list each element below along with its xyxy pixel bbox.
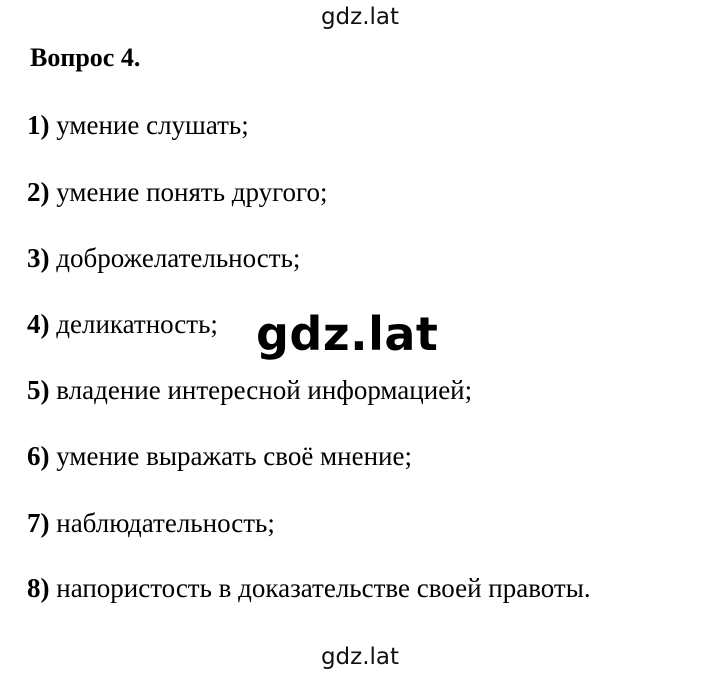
list-item: [27, 110, 249, 141]
item-number: 3): [27, 243, 50, 273]
item-text: владение интересной информацией;: [49, 375, 473, 405]
watermark-middle: gdz.lat: [256, 307, 439, 361]
list-item: [27, 309, 218, 340]
question-title: Вопрос 4.: [30, 43, 141, 72]
list-item: [27, 441, 412, 472]
item-text: доброжелательность;: [49, 243, 301, 273]
list-item: [27, 508, 275, 539]
item-text: наблюдательность;: [49, 508, 275, 538]
item-text: умение понять другого;: [49, 177, 328, 207]
item-number: 2): [27, 177, 50, 207]
item-text: умение выражать своё мнение;: [49, 441, 412, 471]
item-number: 6): [27, 441, 50, 471]
item-number: 5): [27, 375, 50, 405]
item-number: 7): [27, 508, 50, 538]
list-item: [27, 243, 300, 274]
list-item: [27, 573, 591, 604]
item-number: 4): [27, 309, 50, 339]
item-text: напористость в доказательстве своей правоты.: [49, 573, 591, 603]
item-text: деликатность;: [49, 309, 218, 339]
list-item: [27, 375, 472, 406]
item-number: 8): [27, 573, 50, 603]
item-text: умение слушать;: [49, 110, 249, 140]
item-number: 1): [27, 110, 50, 140]
watermark-top: gdz.lat: [320, 4, 400, 30]
watermark-bottom: gdz.lat: [320, 644, 400, 670]
list-item: [27, 177, 327, 208]
